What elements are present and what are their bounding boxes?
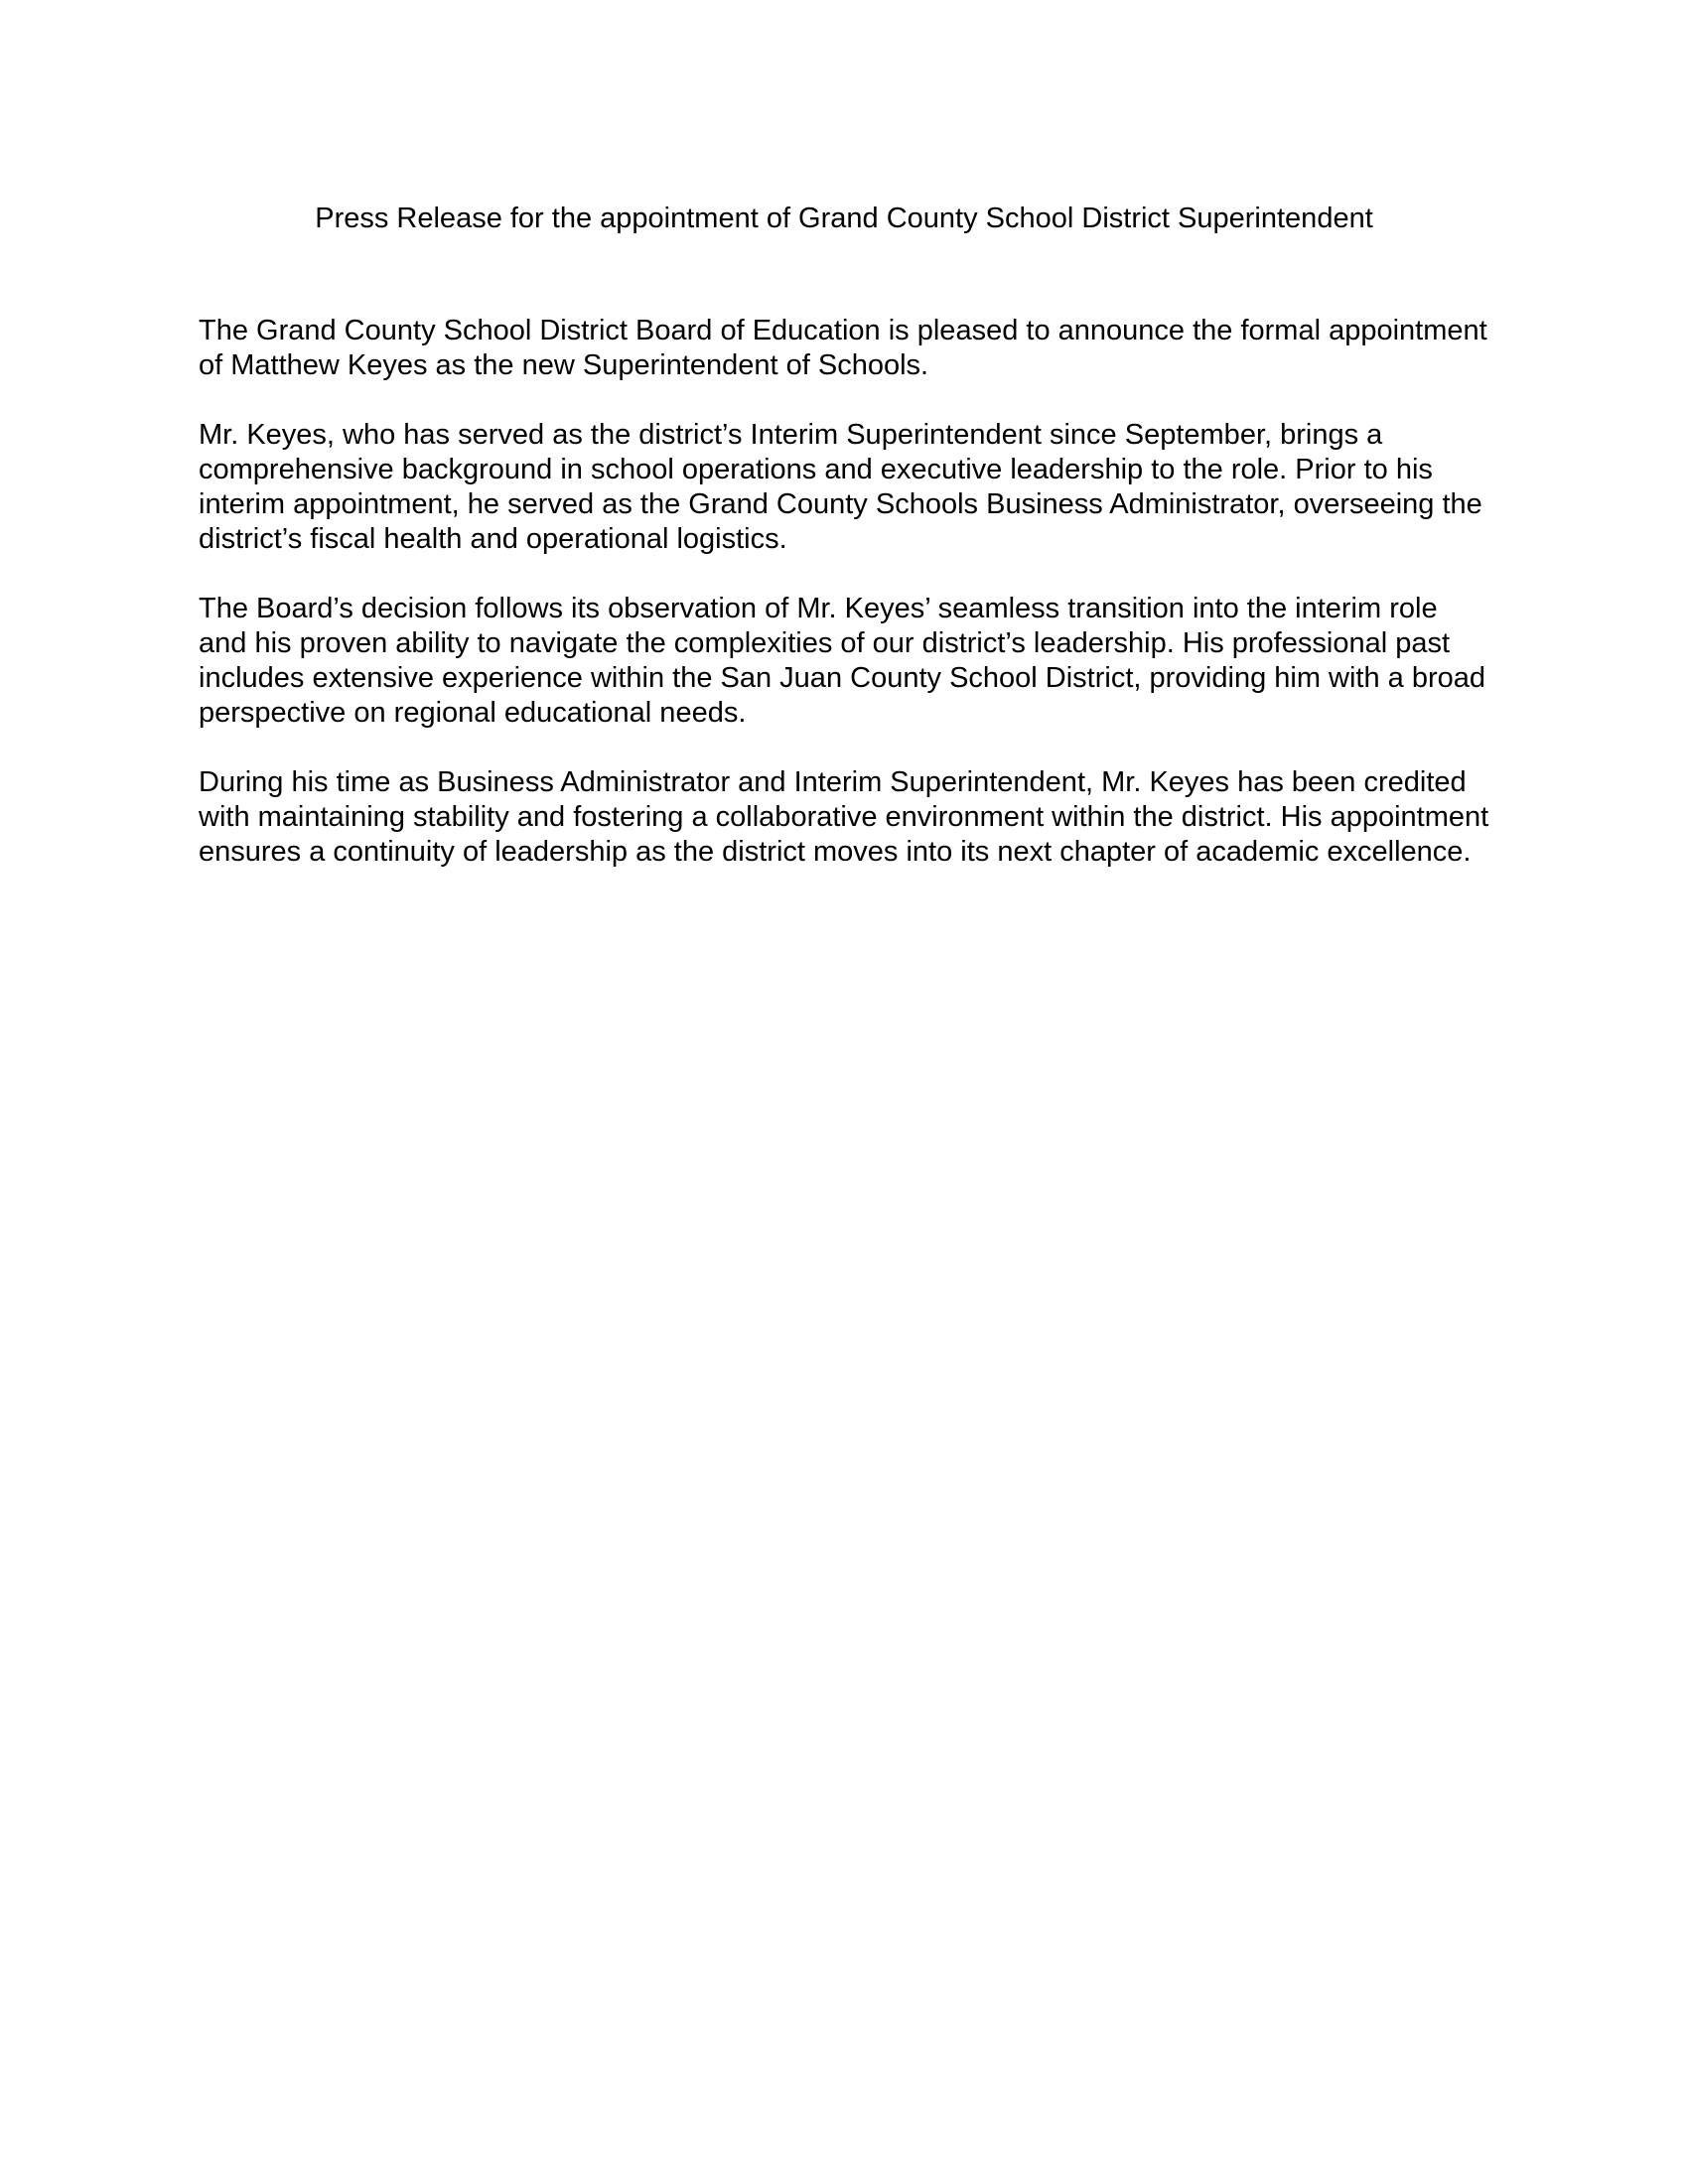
document-title: Press Release for the appointment of Grand County School District Superintendent bbox=[315, 203, 1373, 234]
paragraph-board-decision: The Board’s decision follows its observation of Mr. Keyes’ seamless transition into the interim role and his proven ability to navigate the complexities of our district’s leadership. His professional past includes extensive experience within the San Juan County School District, providing him with a broad perspective on regional educational needs. bbox=[199, 593, 1486, 729]
paragraph-tenure: During his time as Business Administrator and Interim Superintendent, Mr. Keyes has been credited with maintaining stability and fostering a collaborative environment within the district. His appointment ensures a continuity of leadership as the district moves into its next chapter of academic excellence. bbox=[199, 766, 1489, 868]
paragraph-announcement: The Grand County School District Board of Education is pleased to announce the formal appointment of Matthew Keyes as the new Superintendent of Schools. bbox=[199, 315, 1487, 381]
paragraph-background: Mr. Keyes, who has served as the district’s Interim Superintendent since September, brings a comprehensive background in school operations and executive leadership to the role. Prior to his interim appointment, he served as the Grand County Schools Business Administrator, overseeing the district’s fiscal health and operational logistics. bbox=[199, 419, 1482, 555]
